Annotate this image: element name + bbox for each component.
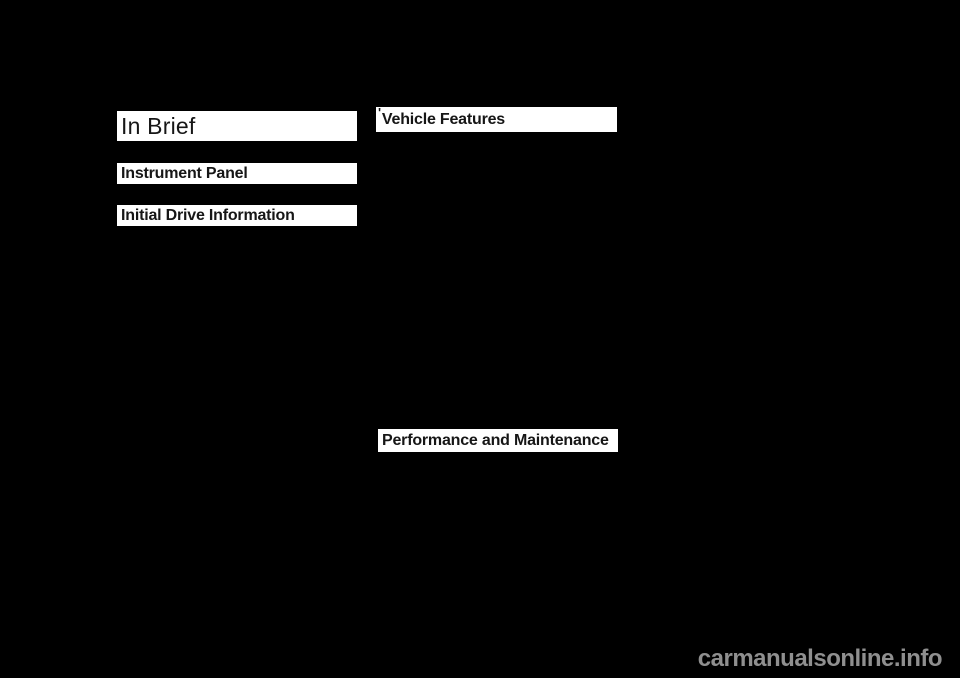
chapter-heading-label: In Brief bbox=[121, 112, 196, 139]
section-heading-initial-drive-information bbox=[117, 205, 357, 226]
watermark: carmanualsonline.info bbox=[697, 645, 942, 672]
section-heading-label: Instrument Panel bbox=[121, 164, 248, 182]
section-heading-performance-and-maintenance bbox=[378, 429, 618, 452]
section-heading-label: Performance and Maintenance bbox=[382, 431, 609, 449]
section-heading-instrument-panel bbox=[117, 163, 357, 184]
section-heading-vehicle-features bbox=[376, 107, 617, 132]
section-heading-label: Initial Drive Information bbox=[121, 206, 295, 224]
stray-tick-mark: ' bbox=[378, 107, 381, 120]
chapter-heading-in-brief bbox=[117, 111, 357, 141]
section-heading-label: Vehicle Features bbox=[381, 110, 505, 128]
